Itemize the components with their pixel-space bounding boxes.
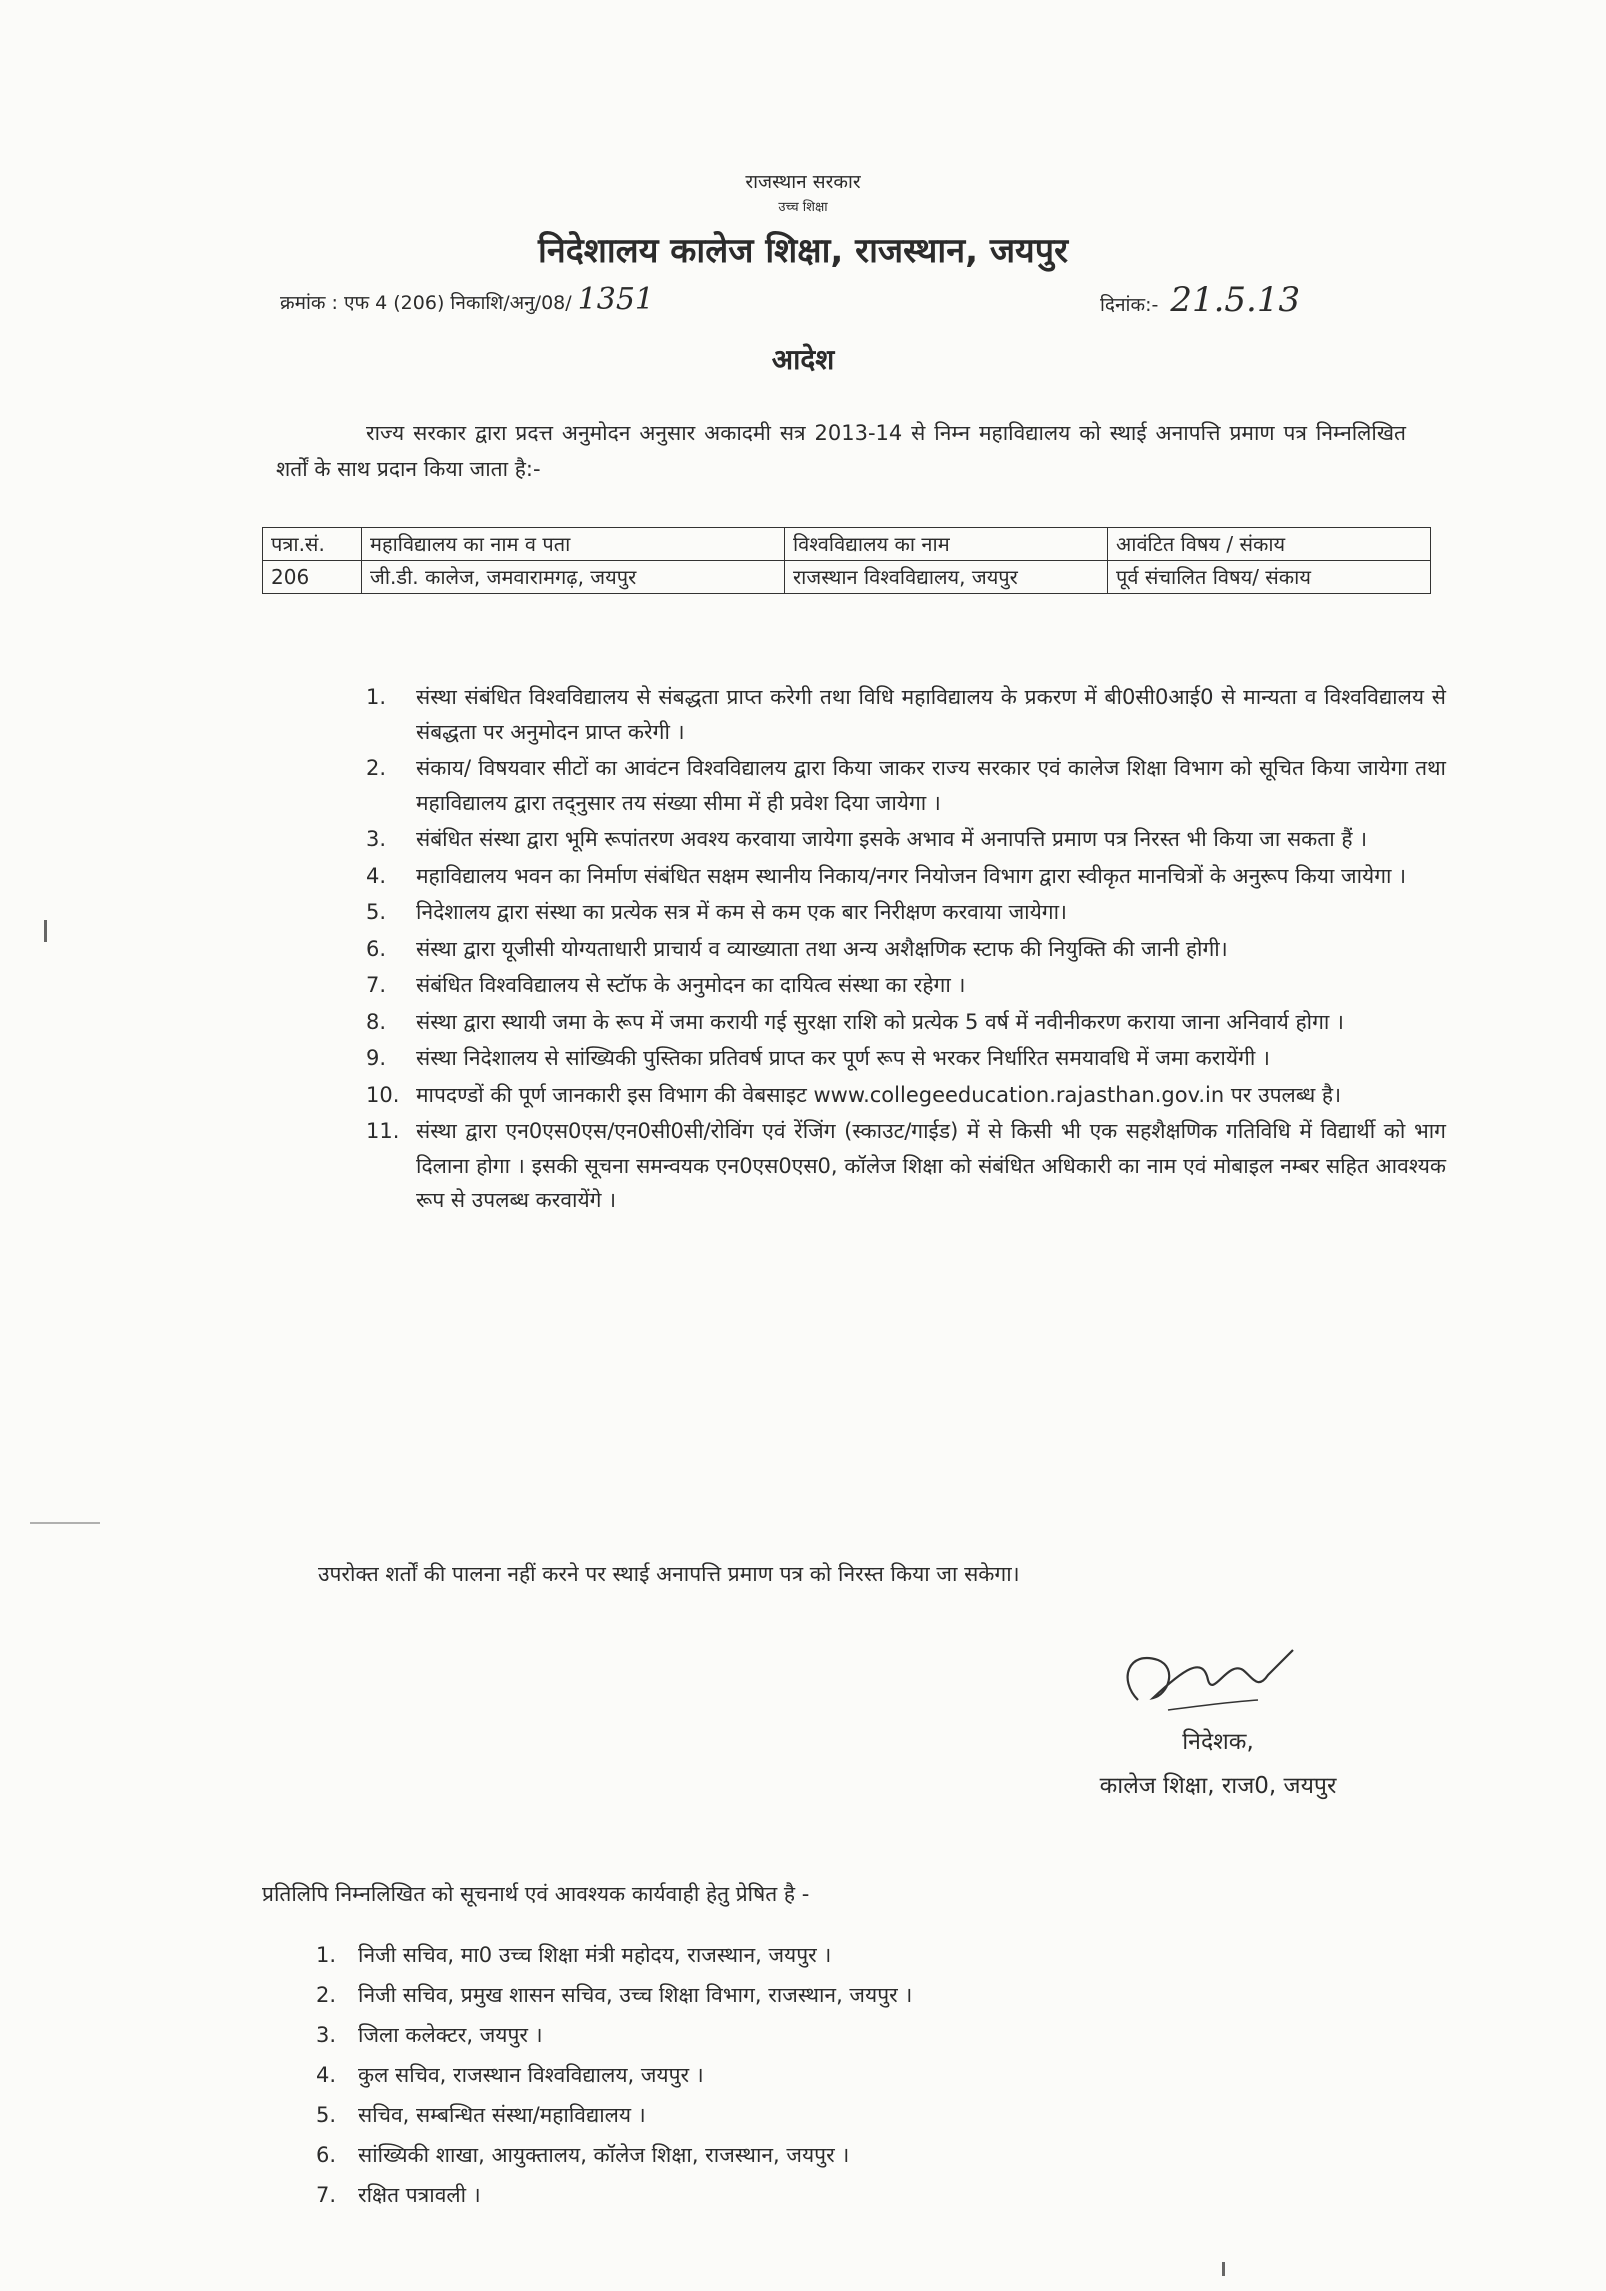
copy-to-list	[316, 1935, 912, 2215]
list-item	[316, 2175, 912, 2215]
signatory-office: कालेज शिक्षा, राज0, जयपुर	[1099, 1773, 1337, 1799]
list-text: निजी सचिव, प्रमुख शासन सचिव, उच्च शिक्षा विभाग, राजस्थान, जयपुर ।	[358, 1983, 913, 2007]
list-number: 4.	[316, 2063, 337, 2087]
scan-mark	[30, 1522, 100, 1524]
conclusion-text: उपरोक्त शर्तों की पालना नहीं करने पर स्थाई अनापत्ति प्रमाण पत्र को निरस्त किया जा सकेगा।	[318, 1562, 1020, 1586]
list-item	[316, 2135, 912, 2175]
date-line	[1100, 280, 1300, 320]
signature-scribble	[1108, 1640, 1308, 1730]
list-text: संस्था संबंधित विश्वविद्यालय से संबद्धता प्राप्त करेगी तथा विधि महाविद्यालय के प्रकरण में बी0सी0आई0 से मान्यता व विश्वविद्यालय से संबद्धता पर अनुमोदन प्राप्त करेगी ।	[416, 685, 1446, 744]
conditions-list	[366, 680, 1446, 1220]
list-text: संस्था द्वारा स्थायी जमा के रूप में जमा करायी गई सुरक्षा राशि को प्रत्येक 5 वर्ष में नवीनीकरण कराया जाना अनिवार्य होगा ।	[416, 1009, 1344, 1034]
list-text: संबंधित विश्वविद्यालय से स्टॉफ के अनुमोदन का दायित्व संस्था का रहेगा ।	[416, 973, 966, 997]
list-item	[316, 2015, 912, 2055]
list-number: 3.	[366, 827, 387, 851]
list-number: 9.	[366, 1046, 387, 1070]
list-number: 10.	[366, 1082, 400, 1107]
intro-paragraph: राज्य सरकार द्वारा प्रदत्त अनुमोदन अनुसार अकादमी सत्र 2013-14 से निम्न महाविद्यालय को स्थाई अनापत्ति प्रमाण पत्र निम्नलिखित शर्तों के साथ प्रदान किया जाता है:-	[276, 421, 1406, 481]
list-item	[366, 895, 1446, 930]
government-name: राजस्थान सरकार	[745, 171, 861, 193]
list-item	[316, 2095, 912, 2135]
table-header-cell: विश्वविद्यालय का नाम	[785, 528, 1108, 561]
list-number: 1.	[366, 685, 387, 709]
list-text: संबंधित संस्था द्वारा भूमि रूपांतरण अवश्य करवाया जायेगा इसके अभाव में अनापत्ति प्रमाण पत्र निरस्त भी किया जा सकता हैं ।	[416, 827, 1368, 851]
reference-line	[280, 282, 654, 317]
department-name: उच्च शिक्षा	[778, 200, 828, 215]
list-number: 2.	[366, 756, 387, 780]
list-text: रक्षित पत्रावली ।	[358, 2183, 481, 2207]
copy-to-intro: प्रतिलिपि निम्नलिखित को सूचनार्थ एवं आवश्यक कार्यवाही हेतु प्रेषित है -	[262, 1882, 810, 1906]
list-number: 5.	[366, 900, 387, 924]
list-item	[316, 2055, 912, 2095]
table-header-cell: महाविद्यालय का नाम व पता	[362, 528, 785, 561]
table-cell-university: राजस्थान विश्वविद्यालय, जयपुर	[785, 561, 1108, 594]
list-text: संकाय/ विषयवार सीटों का आवंटन विश्वविद्यालय द्वारा किया जाकर राज्य सरकार एवं कालेज शिक्षा विभाग को सूचित किया जायेगा तथा महाविद्यालय द्वारा तद्नुसार तय संख्या सीमा में ही प्रवेश दिया जायेगा ।	[416, 756, 1446, 815]
scan-mark	[44, 920, 47, 942]
list-item	[366, 1114, 1446, 1218]
directorate-title: निदेशालय कालेज शिक्षा, राजस्थान, जयपुर	[538, 231, 1068, 271]
list-item	[366, 932, 1446, 967]
table-header-row	[263, 528, 1431, 561]
list-text: संस्था द्वारा यूजीसी योग्यताधारी प्राचार्य व व्याख्याता तथा अन्य अशैक्षणिक स्टाफ की नियुक्ति की जानी होगी।	[416, 936, 1228, 961]
list-text: संस्था निदेशालय से सांख्यिकी पुस्तिका प्रतिवर्ष प्राप्त कर पूर्ण रूप से भरकर निर्धारित समयावधि में जमा करायेंगी ।	[416, 1046, 1270, 1070]
list-item	[366, 968, 1446, 1003]
list-text: कुल सचिव, राजस्थान विश्वविद्यालय, जयपुर ।	[358, 2063, 704, 2087]
list-number: 8.	[366, 1009, 387, 1034]
list-text: मापदण्डों की पूर्ण जानकारी इस विभाग की वेबसाइट www.collegeeducation.rajasthan.gov.in पर उपलब्ध है।	[416, 1082, 1342, 1107]
date-label: दिनांक:-	[1100, 294, 1159, 316]
list-number: 4.	[366, 863, 387, 888]
list-item	[366, 751, 1446, 820]
list-text: महाविद्यालय भवन का निर्माण संबंधित सक्षम स्थानीय निकाय/नगर नियोजन विभाग द्वारा स्वीकृत मानचित्रों के अनुरूप किया जायेगा ।	[416, 863, 1407, 888]
scan-mark	[1222, 2262, 1225, 2276]
list-item	[316, 1935, 912, 1975]
reference-number: 1351	[577, 282, 655, 317]
list-item	[366, 1041, 1446, 1076]
list-number: 2.	[316, 1983, 337, 2007]
list-text: सांख्यिकी शाखा, आयुक्तालय, कॉलेज शिक्षा, राजस्थान, जयपुर ।	[358, 2143, 850, 2167]
table-header-cell: आवंटित विषय / संकाय	[1108, 528, 1431, 561]
table-row	[263, 561, 1431, 594]
list-text: संस्था द्वारा एन0एस0एस/एन0सी0सी/रोविंग एवं रेंजिंग (स्काउट/गाईड) में से किसी भी एक सहशैक्षणिक गतिविधि में विद्यार्थी को भाग दिलाना होगा । इसकी सूचना समन्वयक एन0एस0एस0, कॉलेज शिक्षा को संबंधित अधिकारी का नाम एवं मोबाइल नम्बर सहित आवश्यक रूप से उपलब्ध करवायेंगे ।	[416, 1119, 1446, 1212]
table-cell-sno: 206	[263, 561, 362, 594]
table-cell-college: जी.डी. कालेज, जमवारामगढ़, जयपुर	[362, 561, 785, 594]
order-title: आदेश	[771, 343, 835, 376]
list-number: 1.	[316, 1943, 337, 1967]
college-table	[262, 527, 1431, 594]
list-number: 7.	[316, 2183, 337, 2207]
table-header-cell: पत्रा.सं.	[263, 528, 362, 561]
list-item	[366, 680, 1446, 749]
list-number: 6.	[316, 2143, 337, 2167]
list-number: 3.	[316, 2023, 337, 2047]
list-item	[366, 859, 1446, 894]
reference-label: क्रमांक : एफ 4 (206) निकाशि/अनु/08/	[280, 292, 572, 314]
list-text: सचिव, सम्बन्धित संस्था/महाविद्यालय ।	[358, 2103, 646, 2127]
list-number: 11.	[366, 1119, 400, 1143]
list-number: 7.	[366, 973, 387, 997]
signatory-block	[1018, 1720, 1418, 1808]
list-item	[316, 1975, 912, 2015]
date-value: 21.5.13	[1170, 280, 1301, 320]
list-number: 5.	[316, 2103, 337, 2127]
list-text: निजी सचिव, मा0 उच्च शिक्षा मंत्री महोदय, राजस्थान, जयपुर ।	[358, 1943, 832, 1967]
list-item	[366, 822, 1446, 857]
list-text: जिला कलेक्टर, जयपुर ।	[358, 2023, 543, 2047]
list-item	[366, 1078, 1446, 1113]
signatory-title: निदेशक,	[1182, 1729, 1254, 1755]
list-number: 6.	[366, 936, 387, 961]
table-cell-subject: पूर्व संचालित विषय/ संकाय	[1108, 561, 1431, 594]
list-text: निदेशालय द्वारा संस्था का प्रत्येक सत्र में कम से कम एक बार निरीक्षण करवाया जायेगा।	[416, 900, 1068, 924]
list-item	[366, 1005, 1446, 1040]
